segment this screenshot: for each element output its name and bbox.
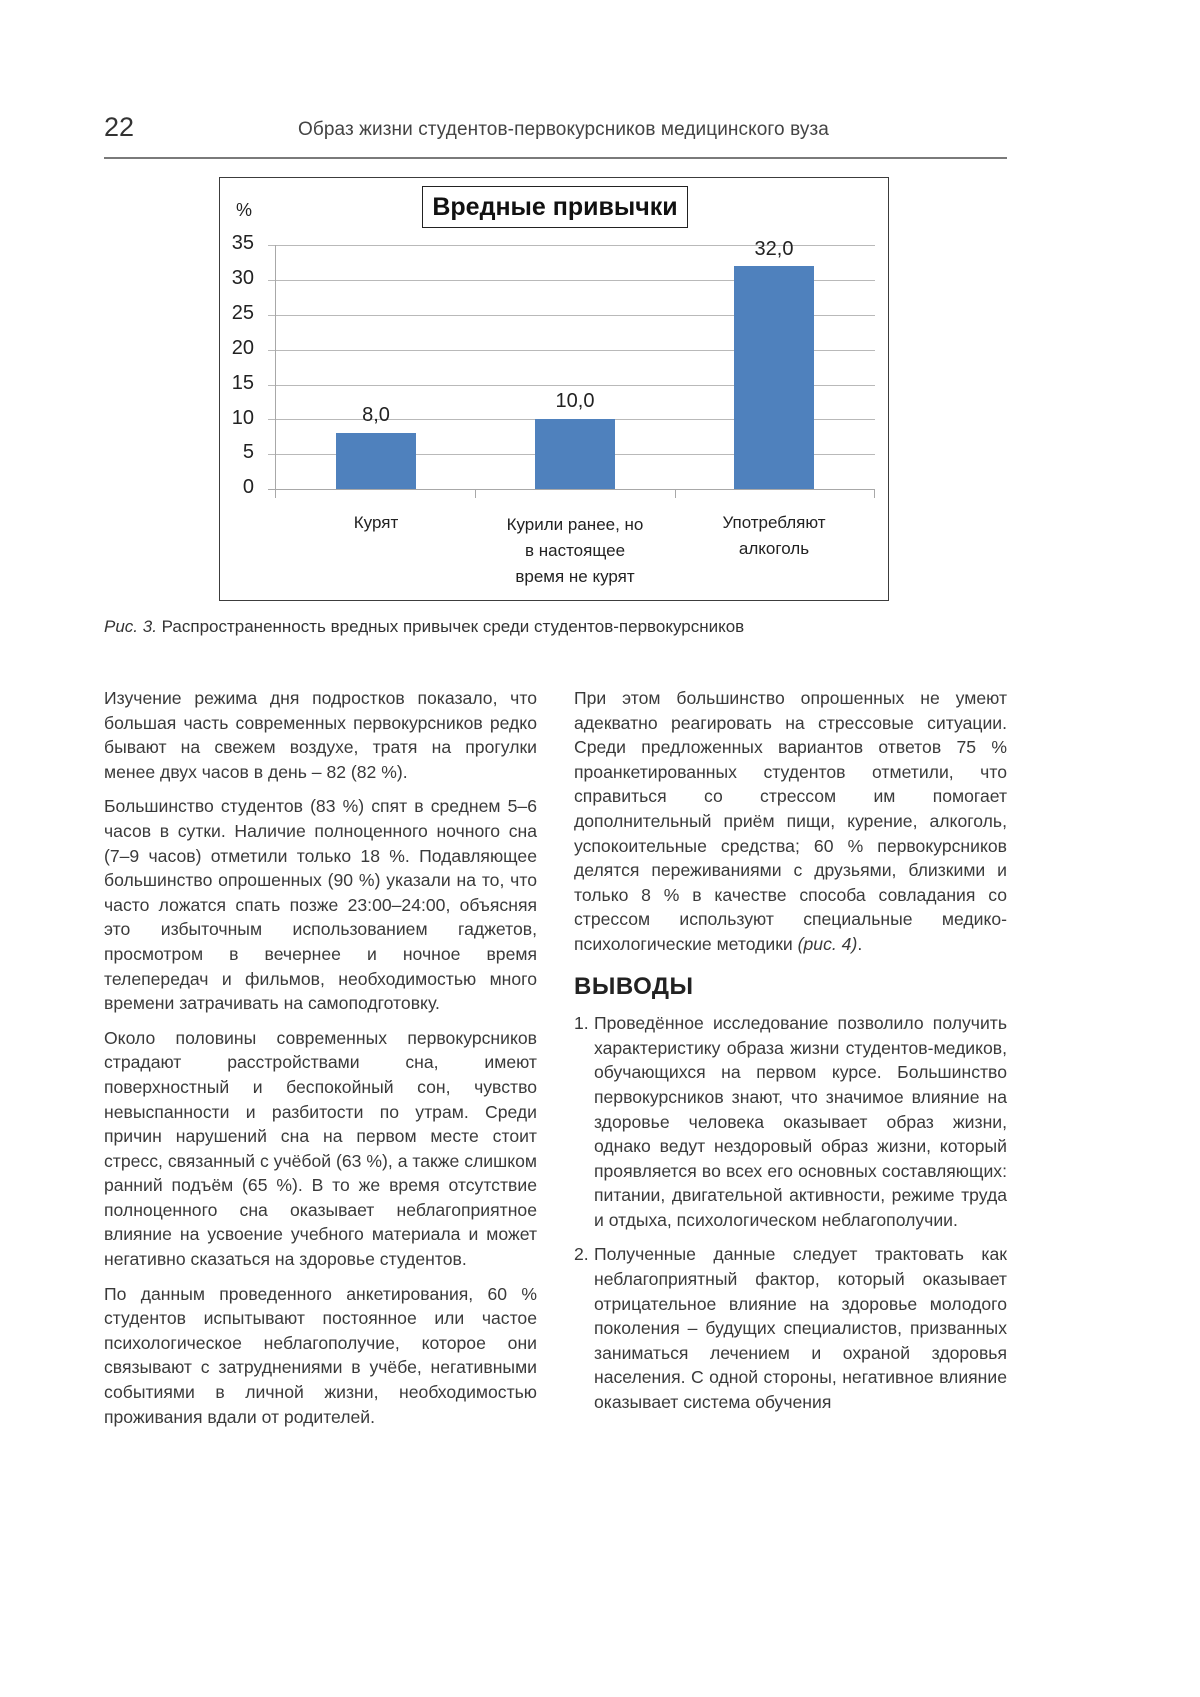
y-tick-label: 15 [231, 372, 254, 394]
y-tick-label: 35 [231, 232, 254, 254]
paragraph: По данным проведенного анкетирования, 60 % студентов испытывают постоянное или частое психологическое неблагополучие, которое они связывают с затруднениями в учёбе, негативными событиями в личной жизни, необходимостью проживания вдали от родителей. [104, 1283, 537, 1427]
y-tick-label: 5 [242, 441, 254, 463]
paragraph: Изучение режима дня подростков показало, что большая часть современных первокурсников редко бывают на свежем воздухе, тратя на прогулки менее двух часов в день – 82 (82 %). [104, 688, 537, 782]
bar-smoking [336, 433, 416, 489]
left-column [104, 686, 537, 1439]
page-number: 22 [104, 112, 135, 142]
y-tick-label: 10 [231, 407, 254, 429]
figure-reference: (рис. 4) [797, 933, 858, 954]
paragraph: Около половины современных первокурсников страдают расстройствами сна, имеют поверхностный и беспокойный сон, чувство невыспанности и разбитости по утрам. Среди причин нарушений сна на первом месте стоит стресс, связанный с учёбой (63 %), а также слишком ранний подъём (65 %). В то же время отсутствие полноценного сна оказывает неблагоприятное влияние на усвоение учебного материала и может негативно сказаться на здоровье студентов. [104, 1027, 537, 1270]
list-text: Проведённое исследование позволило получить характеристику образа жизни студентов-медиков, обучающихся на первом курсе. Большинство первокурсников знают, что значимое влияние на здоровье человека оказывает образ жизни, однако ведут нездоровый образ жизни, который проявляется во всех его основных составляющих: питании, двигательной активности, режиме труда и отдыха, психологическом неблагополучии. [594, 1013, 1007, 1230]
x-tick [475, 489, 476, 498]
paragraph: Большинство студентов (83 %) спят в среднем 5–6 часов в сутки. Наличие полноценного ночного сна (7–9 часов) отметили только 18 %. Подавляющее большинство опрошенных (90 %) указали на то, что часто ложатся спать позже 23:00–24:00, объясняя это избыточным использованием гаджетов, просмотром в вечернее и ночное время телепередач и фильмов, необходимостью много времени затрачивать на самоподготовку. [104, 796, 537, 1014]
figure-caption-text: Распространенность вредных привычек среди студентов-первокурсников [156, 617, 745, 636]
paragraph: При этом большинство опрошенных не умеют адекватно реагировать на стрессовые ситуации. Среди предложенных вариантов ответов 75 % проанкетированных студентов отметили, что справиться со стрессом им помогает дополнительный приём пищи, курение, алкоголь, успокоительные средства; 60 % первокурсников делятся переживаниями с друзьями, близкими и только 8 % в качестве способа совладания со стрессом используют специальные медико-психологические методики (рис. 4). [574, 688, 1007, 954]
conclusion-item [574, 1011, 1007, 1232]
figure-caption [104, 617, 744, 637]
conclusion-item [574, 1242, 1007, 1414]
x-axis-line [268, 489, 875, 490]
list-number: 1. [574, 1013, 589, 1034]
bar-value-label: 8,0 [362, 404, 390, 426]
category-label: Употребляют алкоголь [722, 513, 826, 558]
header-rule [104, 157, 1007, 159]
list-number: 2. [574, 1244, 589, 1265]
running-title: Образ жизни студентов-первокурсников медицинского вуза [298, 119, 829, 140]
y-axis-line [275, 245, 276, 498]
x-tick [675, 489, 676, 498]
y-tick-label: 20 [231, 337, 254, 359]
x-tick [874, 489, 875, 498]
list-text: Полученные данные следует трактовать как неблагоприятный фактор, который оказывает отрицательное влияние на здоровье молодого поколения – будущих специалистов, призванных заниматься лечением и охраной здоровья населения. С одной стороны, негативное влияние оказывает система обучения [594, 1244, 1007, 1413]
y-axis-unit: % [236, 200, 253, 220]
section-heading-conclusions: ВЫВОДЫ [574, 972, 694, 1000]
bar-alcohol [734, 266, 814, 489]
chart-title: Вредные привычки [422, 186, 688, 228]
y-tick-label: 30 [231, 267, 254, 289]
y-tick-label: 25 [231, 302, 254, 324]
category-label: Курили ранее, но в настоящее время не курят [506, 515, 644, 586]
bar-value-label: 10,0 [555, 390, 595, 412]
bar-value-label: 32,0 [754, 238, 794, 260]
right-column [574, 686, 1007, 1425]
figure-caption-label: Рис. 3. [104, 617, 157, 636]
y-tick-label: 0 [242, 476, 254, 498]
bar-former-smokers [535, 419, 615, 489]
category-label: Курят [353, 513, 399, 532]
